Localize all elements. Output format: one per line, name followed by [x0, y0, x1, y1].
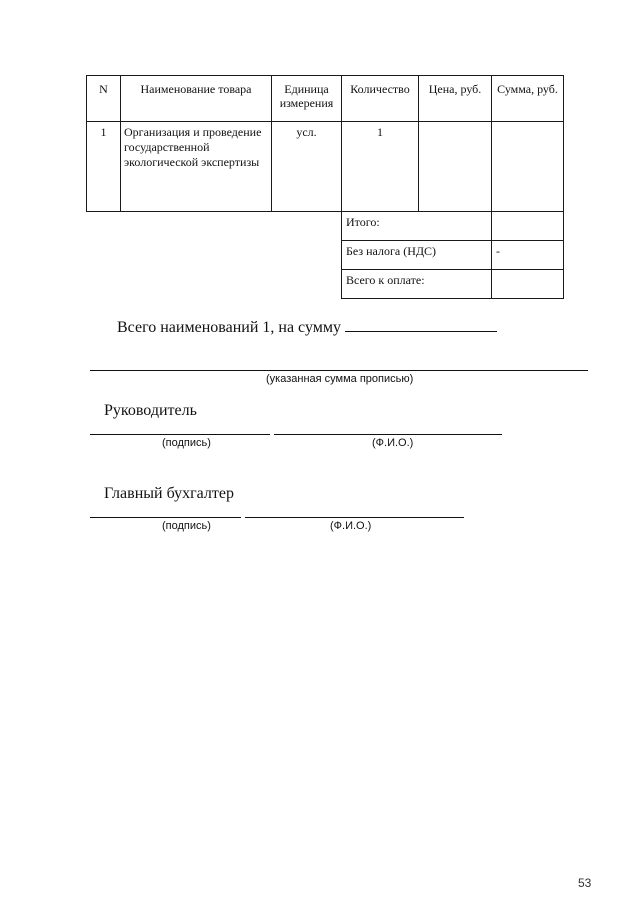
cell-quantity: 1	[342, 122, 419, 212]
accountant-fio-line	[245, 517, 464, 518]
header-cell-number: N	[87, 76, 121, 122]
head-fio-caption: (Ф.И.О.)	[372, 437, 414, 449]
cell-sum	[492, 122, 564, 212]
invoice-table	[86, 75, 564, 299]
header-cell-unit: Единица измерения	[272, 76, 342, 122]
accountant-title: Главный бухгалтер	[104, 485, 234, 502]
amount-in-words-caption: (указанная сумма прописью)	[266, 373, 414, 385]
vat-value: -	[492, 241, 564, 270]
header-cell-name: Наименование товара	[121, 76, 272, 122]
total-value	[492, 212, 564, 241]
vat-label: Без налога (НДС)	[342, 241, 492, 270]
page-number: 53	[578, 876, 592, 890]
amount-in-words-line	[90, 370, 588, 371]
grand-total-label: Всего к оплате:	[342, 270, 492, 299]
cell-price	[419, 122, 492, 212]
grand-total-row	[87, 270, 564, 299]
head-signature-line	[90, 434, 270, 435]
accountant-signature-line	[90, 517, 241, 518]
cell-number: 1	[87, 122, 121, 212]
header-cell-price: Цена, руб.	[419, 76, 492, 122]
cell-item-name: Организация и проведение государственной экологической экспертизы	[121, 122, 272, 212]
vat-row	[87, 241, 564, 270]
table-row	[87, 122, 564, 212]
header-cell-sum: Сумма, руб.	[492, 76, 564, 122]
summary-line	[117, 316, 497, 338]
total-row	[87, 212, 564, 241]
head-fio-line	[274, 434, 502, 435]
table-header-row	[87, 76, 564, 122]
summary-amount-blank	[345, 316, 497, 332]
accountant-fio-caption: (Ф.И.О.)	[330, 520, 372, 532]
total-label: Итого:	[342, 212, 492, 241]
head-title: Руководитель	[104, 402, 197, 419]
cell-unit: усл.	[272, 122, 342, 212]
accountant-signature-caption: (подпись)	[162, 520, 211, 532]
header-cell-quantity: Количество	[342, 76, 419, 122]
head-signature-caption: (подпись)	[162, 437, 211, 449]
grand-total-value	[492, 270, 564, 299]
summary-text: Всего наименований 1, на сумму	[117, 319, 341, 336]
